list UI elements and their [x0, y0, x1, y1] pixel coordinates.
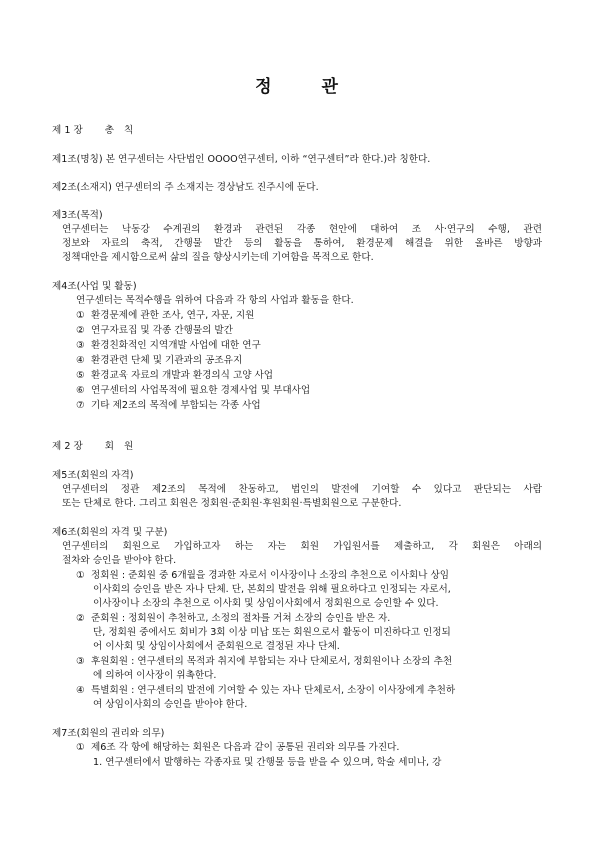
- list-item-continuation: 어 이사회 및 상임이사회에서 준회원으로 결정된 자나 단체.: [93, 641, 340, 652]
- chapter-1-name: 총: [104, 125, 115, 136]
- list-item: ④ 특별회원 : 연구센터의 발전에 기여할 수 있는 자나 단체로서, 소장이 이사장에게 추천하: [76, 685, 456, 696]
- sub-list-item: 1. 연구센터에서 발행하는 각종자료 및 간행물 등을 받을 수 있으며, 학술 세미나, 강: [93, 757, 442, 768]
- chapter-1-heading: [52, 124, 133, 137]
- page-title: [0, 72, 595, 97]
- list-item: ④ 환경관련 단체 및 기관과의 공조유지: [76, 355, 243, 366]
- chapter-2-heading: [52, 440, 133, 453]
- chapter-2-name: 회: [104, 441, 115, 452]
- article-5-line-2: 또는 단체로 한다. 그리고 회원은 정회원·준회원·후원회원·특별회원으로 구분한다.: [62, 498, 402, 509]
- article-3-line-1: 연구센터는 낙동강 수계권의 환경과 관련된 각종 현안에 대하여 조 사·연구의 수행, 관련: [62, 224, 542, 235]
- list-item: ① 제6조 각 항에 해당하는 회원은 다음과 같이 공통된 권리와 의무를 가진다.: [76, 742, 400, 753]
- article-2: 제2조(소재지) 연구센터의 주 소재지는 경상남도 진주시에 둔다.: [52, 182, 319, 193]
- article-4-intro: 연구센터는 목적수행을 위하여 다음과 각 항의 사업과 활동을 한다.: [76, 295, 354, 306]
- list-item: ⑥ 연구센터의 사업목적에 필요한 경제사업 및 부대사업: [76, 385, 311, 396]
- article-5-heading: 제5조(회원의 자격): [52, 470, 134, 481]
- page-title-right: 관: [321, 77, 340, 97]
- article-3-line-2: 정보와 자료의 축적, 간행물 발간 등의 활동을 통하여, 환경문제 해결을 위한 올바른 방향과: [62, 238, 542, 249]
- list-item: ① 정회원 : 준회원 중 6개월을 경과한 자로서 이사장이나 소장의 추천으로 이사회나 상임: [76, 570, 449, 581]
- list-item: ⑦ 기타 제2조의 목적에 부합되는 각종 사업: [76, 400, 261, 411]
- list-item: ② 준회원 : 정회원이 추천하고, 소정의 절차를 거쳐 소장의 승인을 받은 자.: [76, 613, 391, 624]
- list-item-continuation: 이사장이나 소장의 추천으로 이사회 및 상임이사회에서 정회원으로 승인할 수 있다.: [93, 598, 439, 609]
- article-3-heading: 제3조(목적): [52, 210, 103, 221]
- chapter-1-name-2: 칙: [124, 125, 134, 136]
- chapter-1-label: 제 1 장: [52, 125, 83, 136]
- article-4-heading: 제4조(사업 및 활동): [52, 281, 137, 292]
- article-1: 제1조(명칭) 본 연구센터는 사단법인 OOOO연구센터, 이하 “연구센터”라 한다.)라 칭한다.: [52, 154, 431, 165]
- list-item-continuation: 에 의하여 이사장이 위촉한다.: [93, 670, 217, 681]
- article-6-heading: 제6조(회원의 자격 및 구분): [52, 527, 168, 538]
- article-6-line-2: 절차와 승인을 받아야 한다.: [62, 555, 177, 566]
- article-5-line-1: 연구센터의 정관 제2조의 목적에 찬동하고, 법인의 발전에 기여할 수 있다고 판단되는 사람: [62, 484, 542, 495]
- chapter-2-name-2: 원: [124, 441, 134, 452]
- list-item: ③ 후원회원 : 연구센터의 목적과 취지에 부합되는 자나 단체로서, 정회원이나 소장의 추천: [76, 656, 453, 667]
- chapter-2-label: 제 2 장: [52, 441, 83, 452]
- list-item-continuation: 여 상임이사회의 승인을 받아야 한다.: [93, 699, 248, 710]
- list-item: ① 환경문제에 관한 조사, 연구, 자문, 지원: [76, 310, 255, 321]
- article-6-line-1: 연구센터의 회원으로 가입하고자 하는 자는 회원 가입원서를 제출하고, 각 회원은 아래의: [62, 541, 542, 552]
- list-item-continuation: 이사회의 승인을 받은 자나 단체. 단, 본회의 발전을 위해 필요하다고 인정되는 자로서,: [93, 584, 451, 595]
- page-title-left: 정: [255, 77, 274, 97]
- article-3-line-3: 정책대안을 제시함으로써 삶의 질을 향상시키는데 기여함을 목적으로 한다.: [62, 252, 374, 263]
- list-item: ② 연구자료집 및 각종 간행물의 발간: [76, 325, 233, 336]
- article-7-heading: 제7조(회원의 권리와 의무): [52, 728, 165, 739]
- list-item: ③ 환경친화적인 지역개발 사업에 대한 연구: [76, 340, 261, 351]
- list-item-continuation: 단, 정회원 중에서도 회비가 3회 이상 미납 또는 회원으로서 활동이 미진하다고 인정되: [93, 627, 451, 638]
- list-item: ⑤ 환경교육 자료의 개발과 환경의식 고양 사업: [76, 370, 274, 381]
